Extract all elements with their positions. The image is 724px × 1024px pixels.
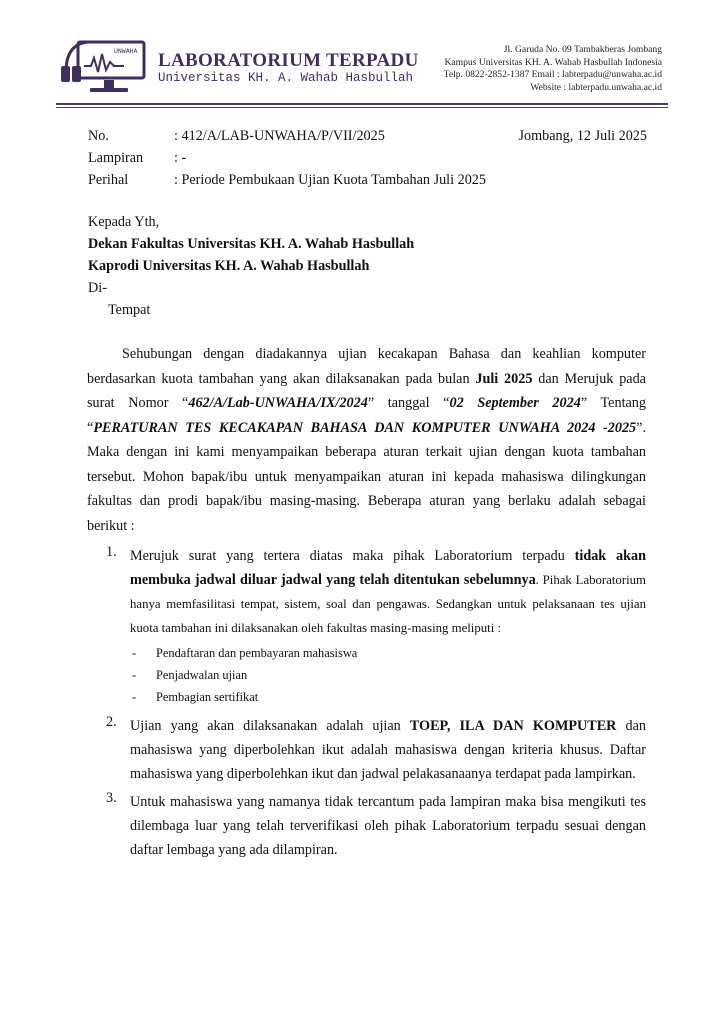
lab-logo (58, 36, 150, 98)
sub-list-item: - Pendaftaran dan pembayaran mahasiswa (132, 646, 358, 660)
recipient-line: Dekan Fakultas Universitas KH. A. Wahab Hasbullah (88, 236, 415, 252)
subject-label: Perihal (88, 172, 129, 188)
list-item: 3. Untuk mahasiswa yang namanya tidak tercantum pada lampiran maka bisa mengikuti tes dilembaga luar yang telah terverifikasi oleh pihak Laboratorium terpadu sesuai dengan daftar lembaga yang ada dilampiran. (106, 790, 646, 858)
letterhead-title: LABORATORIUM TERPADU (158, 50, 419, 71)
attachment-value: : - (174, 150, 187, 166)
sub-list-item: - Penjadwalan ujian (132, 668, 248, 682)
rules-list (106, 544, 646, 862)
sub-list-item: - Pembagian sertifikat (132, 690, 259, 704)
address-line: Telp. 0822-2852-1387 Email : labterpadu@unwaha.ac.id (443, 69, 662, 81)
address-line: Website : labterpadu.unwaha.ac.id (530, 81, 662, 93)
letterhead-address (444, 44, 662, 94)
subject-value: : Periode Pembukaan Ujian Kuota Tambahan Juli 2025 (174, 172, 486, 188)
body-paragraph: Sehubungan dengan diadakannya ujian kecakapan Bahasa dan keahlian komputer berdasarkan kuota tambahan yang akan dilaksanakan pada bulan Juli 2025 dan Merujuk pada surat Nomor “462/A/Lab-UNWAHA/IX/2024” tanggal “02 September 2024” Tentang “PERATURAN TES KECAKAPAN BAHASA DAN KOMPUTER UNWAHA 2024 -2025”. Maka dengan ini kami menyampaikan beberapa aturan terkait ujian dengan kuota tambahan tersebut. Mohon bapak/ibu untuk menyampaikan aturan ini kepada mahasiswa dilingkungan fakultas dan prodi bapak/ibu masing-masing. Beberapa aturan yang berlaku adalah sebagai berikut : (87, 346, 646, 534)
address-line: Jl. Garuda No. 09 Tambakberas Jombang (503, 44, 662, 55)
number-value: : 412/A/LAB-UNWAHA/P/VII/2025 (174, 128, 385, 144)
attachment-label: Lampiran (88, 150, 144, 166)
letterhead-divider (56, 103, 668, 105)
list-item: 2. Ujian yang akan dilaksanakan adalah ujian TOEP, ILA DAN KOMPUTER dan mahasiswa yang diperbolehkan ikut adalah mahasiswa dengan kriteria khusus. Daftar mahasiswa yang diperbolehkan ikut dan jadwal pelakasanaanya terdapat pada lampirkan. (106, 714, 646, 782)
svg-text:UNWAHA: UNWAHA (114, 48, 138, 55)
number-label: No. (88, 128, 109, 144)
recipient-place: Tempat (108, 302, 151, 318)
letterhead-subtitle: Universitas KH. A. Wahab Hasbullah (158, 71, 414, 85)
sub-list (130, 642, 646, 708)
recipient-di: Di- (88, 280, 107, 296)
letterhead-divider (56, 107, 668, 108)
recipient-line: Kaprodi Universitas KH. A. Wahab Hasbullah (88, 258, 370, 274)
letter-date: Jombang, 12 Juli 2025 (518, 128, 647, 144)
greeting: Kepada Yth, (88, 214, 160, 230)
list-item: 1. Merujuk surat yang tertera diatas maka pihak Laboratorium terpadu tidak akan membuka jadwal diluar jadwal yang telah ditentukan sebelumnya. Pihak Laboratorium hanya memfasilitasi tempat, sistem, soal dan pengawas. Sedangkan untuk pelaksanaan tes ujian kuota tambahan ini dilaksanakan oleh fakultas masing-masing meliputi : - Pendaftaran dan pembayaran mahasiswa - Penjadwalan ujian - Pembagian sertifikat (106, 544, 646, 708)
address-line: Kampus Universitas KH. A. Wahab Hasbullah Indonesia (444, 56, 662, 68)
